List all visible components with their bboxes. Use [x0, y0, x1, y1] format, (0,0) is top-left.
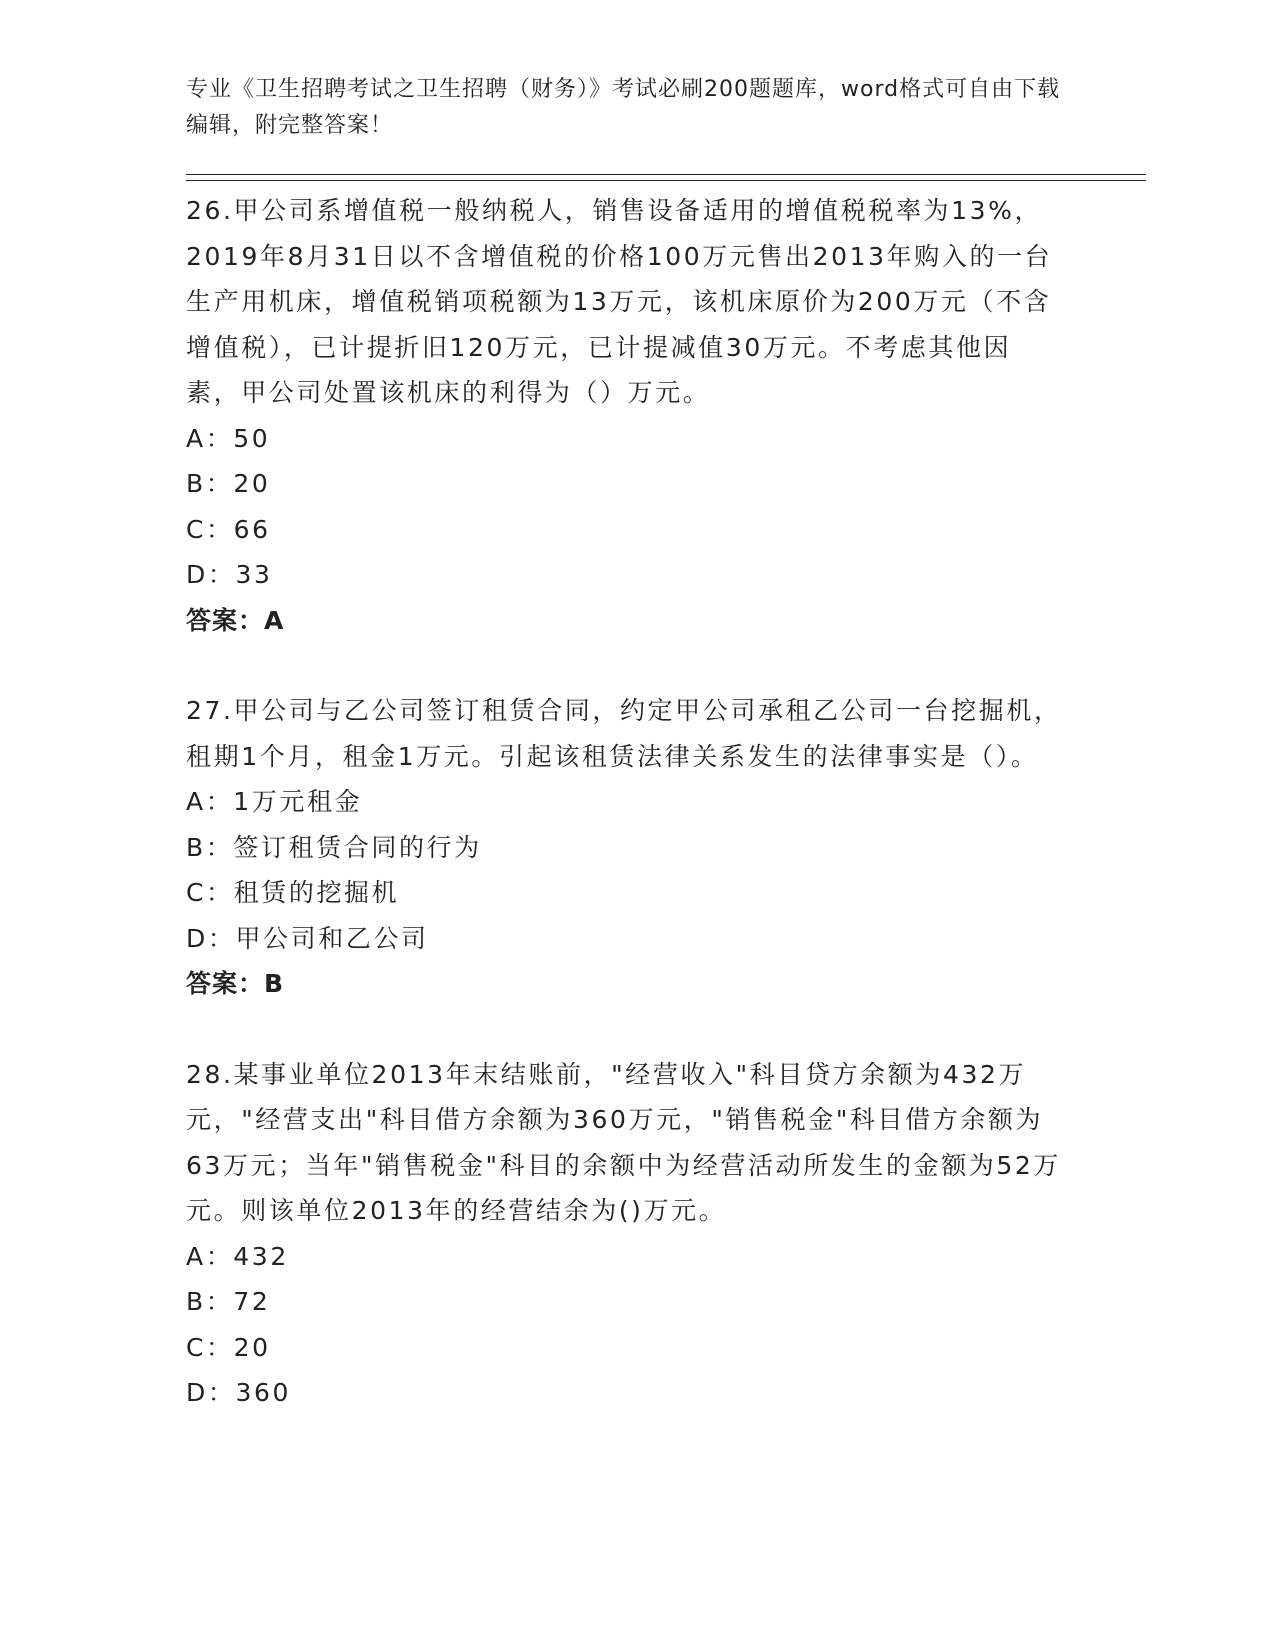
option-a: A：1万元租金 [186, 787, 363, 816]
question-gap [186, 1007, 1066, 1052]
option-d: D：360 [186, 1378, 291, 1407]
answer-label: 答案：B [186, 969, 285, 998]
question-gap [186, 643, 1066, 688]
option-a: A：50 [186, 423, 271, 453]
document-header: 专业《卫生招聘考试之卫生招聘（财务）》考试必刷200题题库，word格式可自由下载编辑，附完整答案！ [186, 77, 1061, 138]
option-d: D：甲公司和乙公司 [186, 923, 429, 953]
option-b: B：20 [186, 469, 271, 498]
option-c: C：20 [186, 1332, 271, 1362]
question-text: 27.甲公司与乙公司签订租赁合同，约定甲公司承租乙公司一台挖掘机，租期1个月，租金1万元。引起该租赁法律关系发生的法律事实是（）。 [186, 696, 1062, 771]
header-rule-bottom [186, 180, 1146, 181]
question-text: 26.甲公司系增值税一般纳税人，销售设备适用的增值税税率为13%，2019年8月31日以不含增值税的价格100万元售出2013年购入的一台生产用机床，增值税销项税额为13万元，该机床原价为200万元（不含增值税），已计提折旧120万元，已计提减值30万元。不考虑其他因素，甲公司处置该机床的利得为（）万元。 [186, 196, 1053, 407]
header-rule-top [186, 174, 1146, 175]
option-b: B：签订租赁合同的行为 [186, 832, 482, 862]
option-b: B：72 [186, 1287, 271, 1316]
option-c: C：66 [186, 514, 271, 544]
question-27 [186, 688, 1066, 1007]
question-26 [186, 188, 1066, 643]
option-d: D：33 [186, 560, 273, 589]
question-28 [186, 1052, 1066, 1416]
answer-label: 答案：A [186, 605, 285, 635]
question-text: 28.某事业单位2013年末结账前，"经营收入"科目贷方余额为432万元，"经营支出"科目借方余额为360万元，"销售税金"科目借方余额为63万元；当年"销售税金"科目的余额中为经营活动所发生的金额为52万元。则该单位2013年的经营结余为()万元。 [186, 1059, 1062, 1225]
option-a: A：432 [186, 1241, 289, 1271]
question-list [186, 188, 1066, 1416]
option-c: C：租赁的挖掘机 [186, 878, 400, 907]
